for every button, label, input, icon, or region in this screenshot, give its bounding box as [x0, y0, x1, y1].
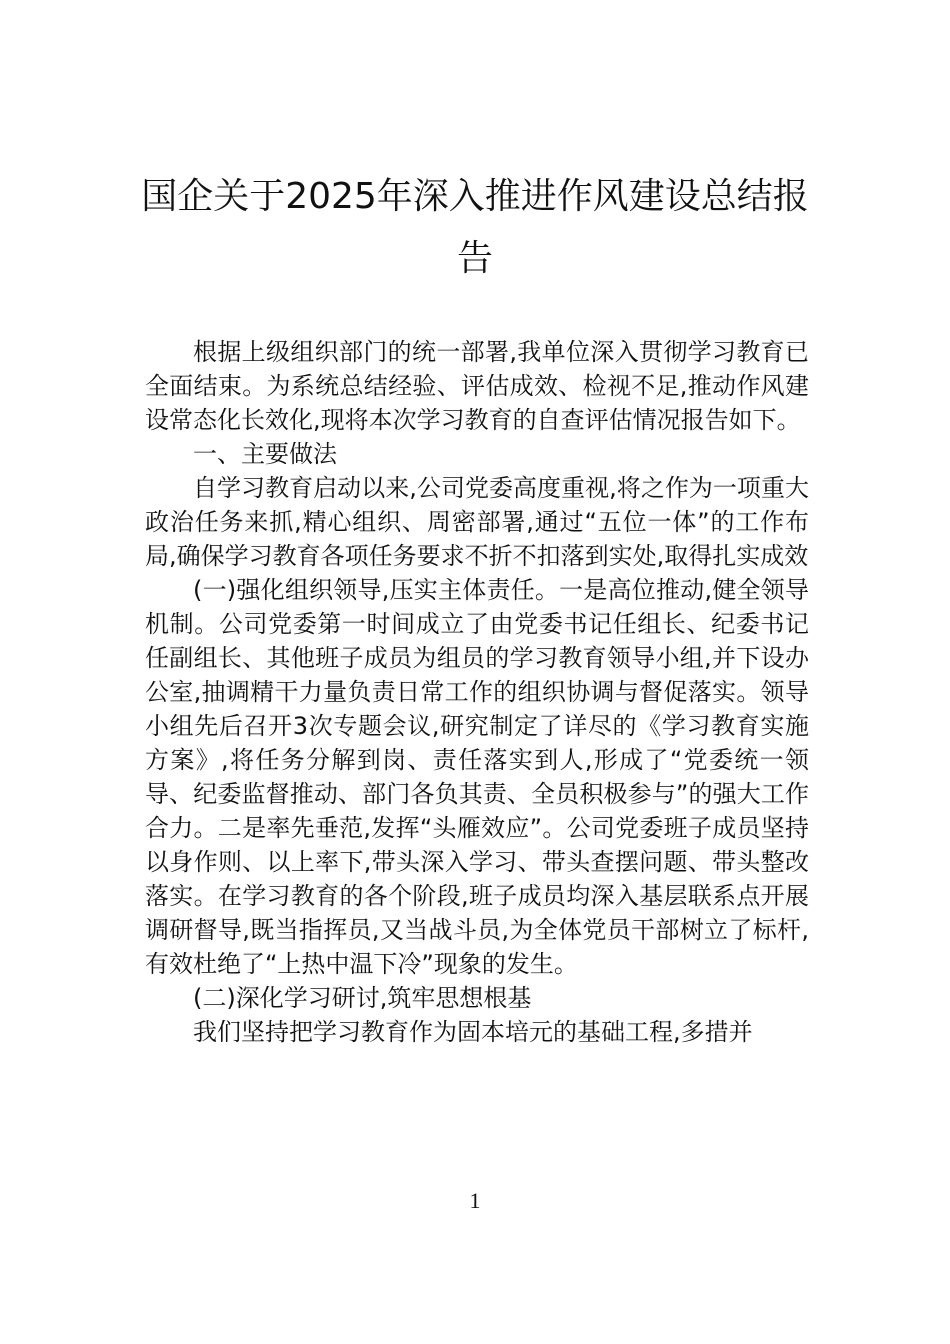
document-body — [145, 335, 809, 1049]
document-title: 国企关于2025年深入推进作风建设总结报告 — [141, 176, 809, 279]
paragraph-intro: 根据上级组织部门的统一部署,我单位深入贯彻学习教育已全面结束。为系统总结经验、评估成效、检视不足,推动作风建设常态化长效化,现将本次学习教育的自查评估情况报告如下。 — [145, 338, 809, 434]
page-number: 1 — [469, 1188, 481, 1213]
paragraph-study-start: 我们坚持把学习教育作为固本培元的基础工程,多措并 — [193, 1018, 753, 1046]
paragraph-organization-leadership: (一)强化组织领导,压实主体责任。一是高位推动,健全领导机制。公司党委第一时间成立了由党委书记任组长、纪委书记任副组长、其他班子成员为组员的学习教育领导小组,并下设办公室,抽调精干力量负责日常工作的组织协调与督促落实。领导小组先后召开3次专题会议,研究制定了详尽的《学习教育实施方案》,将任务分解到岗、责任落实到人,形成了“党委统一领导、纪委监督推动、部门各负其责、全员积极参与”的强大工作合力。二是率先垂范,发挥“头雁效应”。公司党委班子成员坚持以身作则、以上率下,带头深入学习、带头查摆问题、带头整改落实。在学习教育的各个阶段,班子成员均深入基层联系点开展调研督导,既当指挥员,又当战斗员,为全体党员干部树立了标杆,有效杜绝了“上热中温下冷”现象的发生。 — [145, 576, 809, 978]
section-heading-main-practices: 一、主要做法 — [193, 440, 337, 468]
subsection-heading-study: (二)深化学习研讨,筑牢思想根基 — [193, 984, 532, 1012]
paragraph-overview: 自学习教育启动以来,公司党委高度重视,将之作为一项重大政治任务来抓,精心组织、周密部署,通过“五位一体”的工作布局,确保学习教育各项任务要求不折不扣落到实处,取得扎实成效 — [145, 474, 809, 570]
